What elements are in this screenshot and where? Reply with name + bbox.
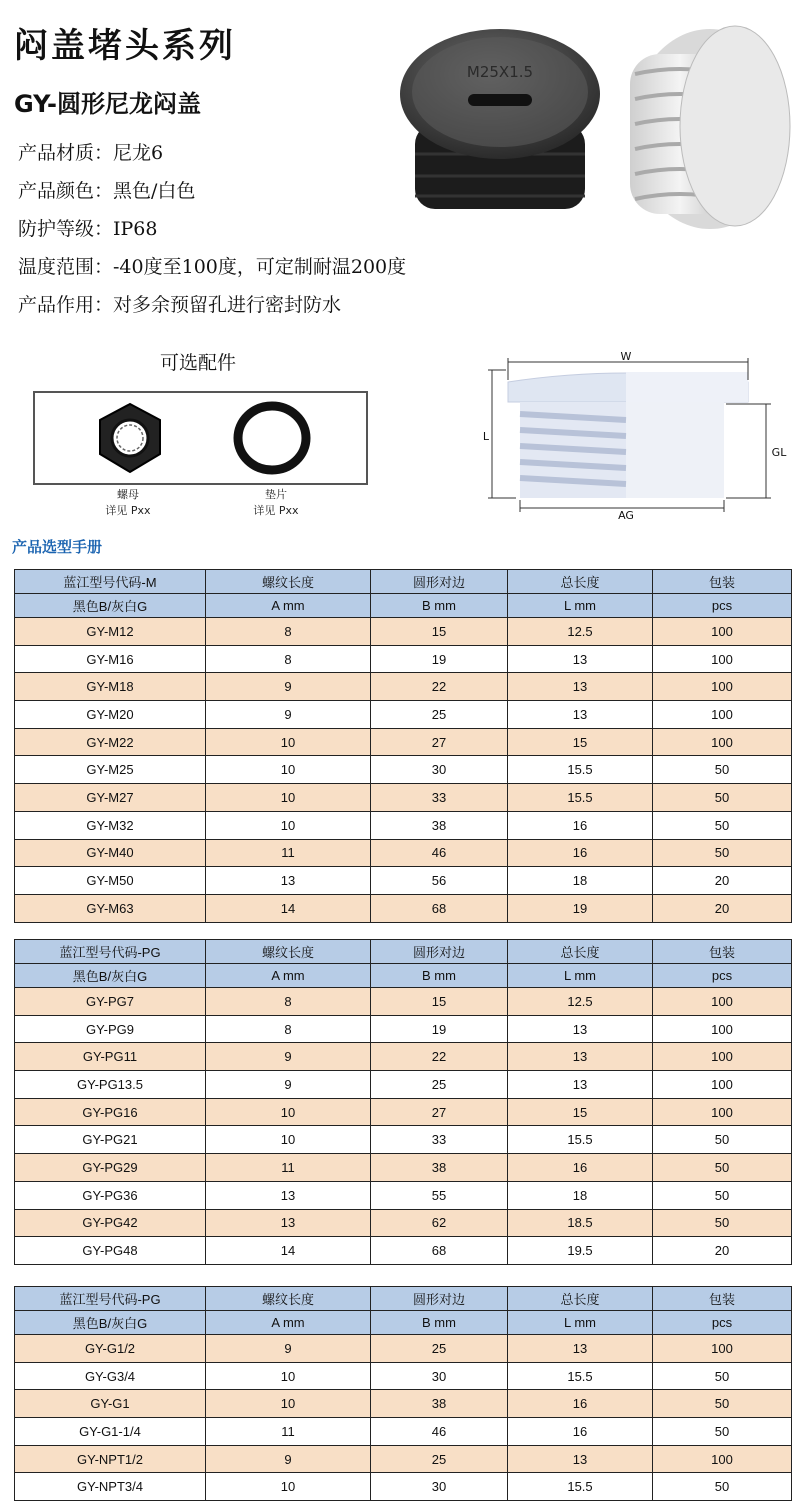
table-row	[15, 1043, 792, 1071]
table-cell: GY-M22	[15, 728, 206, 756]
table-cell: 黑色B/灰白G	[15, 964, 206, 988]
table-row	[15, 1126, 792, 1154]
table-cell: 33	[371, 784, 508, 812]
table-cell: GY-M32	[15, 811, 206, 839]
table-cell: 55	[371, 1181, 508, 1209]
table-cell: 9	[206, 1071, 371, 1099]
table-cell: 27	[371, 728, 508, 756]
table-cell: 8	[206, 618, 371, 646]
table-cell: 黑色B/灰白G	[15, 1311, 206, 1335]
table-cell: 100	[653, 618, 792, 646]
table-cell: A mm	[206, 1311, 371, 1335]
table-row	[15, 1362, 792, 1390]
cap-marking: M25X1.5	[466, 63, 534, 81]
table-cell: 10	[206, 1362, 371, 1390]
table-cell: 100	[653, 1043, 792, 1071]
table-row	[15, 811, 792, 839]
table-cell: 16	[508, 1390, 653, 1418]
table-cell: 50	[653, 1181, 792, 1209]
table-cell: 11	[206, 839, 371, 867]
table-row	[15, 867, 792, 895]
table-cell: 总长度	[508, 940, 653, 964]
table-cell: 100	[653, 673, 792, 701]
table-row	[15, 673, 792, 701]
table-cell: 50	[653, 1209, 792, 1237]
table-cell: 15	[508, 728, 653, 756]
table-cell: 13	[508, 701, 653, 729]
table-cell: 10	[206, 811, 371, 839]
accessories-title: 可选配件	[160, 352, 237, 374]
table-cell: 13	[508, 1335, 653, 1363]
table-cell: 30	[371, 1362, 508, 1390]
table-header-row	[15, 1287, 792, 1311]
selection-table-g-npt	[14, 1286, 792, 1501]
table-cell: GY-PG9	[15, 1015, 206, 1043]
table-cell: GY-M20	[15, 701, 206, 729]
table-cell: 总长度	[508, 1287, 653, 1311]
table-cell: 16	[508, 839, 653, 867]
table-cell: 蓝江型号代码-PG	[15, 1287, 206, 1311]
table-cell: 14	[206, 894, 371, 922]
table-cell: 8	[206, 645, 371, 673]
table-cell: 16	[508, 1418, 653, 1446]
table-cell: GY-PG13.5	[15, 1071, 206, 1099]
black-cap-image	[400, 29, 600, 209]
table-cell: 15.5	[508, 1126, 653, 1154]
table-cell: 30	[371, 1473, 508, 1501]
table-cell: 62	[371, 1209, 508, 1237]
page-title: 闷盖堵头系列	[14, 26, 236, 66]
table-row	[15, 1209, 792, 1237]
table-cell: 100	[653, 701, 792, 729]
table-cell: B mm	[371, 594, 508, 618]
spec-material: 产品材质：尼龙6	[18, 142, 164, 164]
table-cell: GY-M18	[15, 673, 206, 701]
dimension-diagram	[476, 350, 792, 520]
table-cell: GY-PG16	[15, 1098, 206, 1126]
table-cell: 20	[653, 867, 792, 895]
table-cell: 包装	[653, 1287, 792, 1311]
table-cell: 25	[371, 1335, 508, 1363]
table-cell: GY-NPT3/4	[15, 1473, 206, 1501]
table-cell: 27	[371, 1098, 508, 1126]
table-cell: 38	[371, 811, 508, 839]
table-row	[15, 1181, 792, 1209]
table-row	[15, 1390, 792, 1418]
table-cell: 螺纹长度	[206, 570, 371, 594]
table-row	[15, 728, 792, 756]
table-cell: 25	[371, 701, 508, 729]
table-cell: GY-PG42	[15, 1209, 206, 1237]
gasket-ring-icon	[233, 399, 311, 477]
svg-text:W: W	[620, 350, 632, 363]
table-row	[15, 1237, 792, 1265]
table-cell: 13	[508, 673, 653, 701]
table-cell: 13	[508, 1071, 653, 1099]
table-cell: 黑色B/灰白G	[15, 594, 206, 618]
table-cell: pcs	[653, 964, 792, 988]
table-cell: A mm	[206, 964, 371, 988]
table-cell: 46	[371, 1418, 508, 1446]
table-cell: 12.5	[508, 988, 653, 1016]
table-cell: GY-G1	[15, 1390, 206, 1418]
table-cell: 15.5	[508, 784, 653, 812]
table-cell: 蓝江型号代码-M	[15, 570, 206, 594]
table-cell: 圆形对边	[371, 1287, 508, 1311]
table-cell: GY-M25	[15, 756, 206, 784]
table-cell: B mm	[371, 964, 508, 988]
table-cell: GY-M27	[15, 784, 206, 812]
table-cell: 68	[371, 894, 508, 922]
accessory-nut-label: 螺母 详见 Pxx	[105, 488, 151, 517]
table-row	[15, 1473, 792, 1501]
svg-text:AG: AG	[618, 509, 634, 520]
table-cell: 包装	[653, 570, 792, 594]
svg-text:GL: GL	[771, 446, 787, 459]
section-title: 产品选型手册	[12, 538, 103, 556]
spec-color: 产品颜色：黑色/白色	[18, 180, 196, 202]
spec-function: 产品作用：对多余预留孔进行密封防水	[18, 294, 342, 316]
spec-protection: 防护等级：IP68	[18, 218, 158, 240]
table-cell: 15	[508, 1098, 653, 1126]
table-cell: 100	[653, 1335, 792, 1363]
table-row	[15, 784, 792, 812]
table-cell: 10	[206, 728, 371, 756]
table-cell: L mm	[508, 1311, 653, 1335]
white-cap-image	[630, 26, 790, 229]
table-cell: 50	[653, 1418, 792, 1446]
table-cell: GY-M16	[15, 645, 206, 673]
table-row	[15, 618, 792, 646]
table-row	[15, 839, 792, 867]
table-cell: 20	[653, 894, 792, 922]
table-cell: 50	[653, 1126, 792, 1154]
table-cell: 18.5	[508, 1209, 653, 1237]
table-header-row	[15, 570, 792, 594]
table-cell: 18	[508, 867, 653, 895]
table-cell: L mm	[508, 964, 653, 988]
table-cell: 14	[206, 1237, 371, 1265]
table-header-row	[15, 964, 792, 988]
table-cell: 8	[206, 1015, 371, 1043]
table-cell: 10	[206, 1126, 371, 1154]
product-subtitle: GY-圆形尼龙闷盖	[14, 90, 201, 118]
table-cell: 16	[508, 811, 653, 839]
table-header-row	[15, 594, 792, 618]
table-cell: 30	[371, 756, 508, 784]
table-row	[15, 1335, 792, 1363]
table-cell: 9	[206, 701, 371, 729]
table-cell: 50	[653, 1473, 792, 1501]
table-cell: 11	[206, 1418, 371, 1446]
table-cell: 10	[206, 784, 371, 812]
table-cell: GY-G3/4	[15, 1362, 206, 1390]
accessory-gasket-label: 垫片 详见 Pxx	[253, 488, 299, 517]
table-cell: 100	[653, 645, 792, 673]
table-row	[15, 1015, 792, 1043]
accessories-box	[33, 391, 368, 485]
table-cell: 9	[206, 673, 371, 701]
table-cell: 50	[653, 839, 792, 867]
table-cell: 38	[371, 1154, 508, 1182]
table-row	[15, 1418, 792, 1446]
table-cell: 10	[206, 1098, 371, 1126]
table-cell: 9	[206, 1043, 371, 1071]
table-cell: GY-PG7	[15, 988, 206, 1016]
table-cell: 螺纹长度	[206, 1287, 371, 1311]
table-cell: 100	[653, 1071, 792, 1099]
table-cell: 8	[206, 988, 371, 1016]
table-cell: 10	[206, 1390, 371, 1418]
table-cell: 20	[653, 1237, 792, 1265]
table-cell: GY-M63	[15, 894, 206, 922]
table-cell: GY-G1-1/4	[15, 1418, 206, 1446]
table-cell: GY-PG21	[15, 1126, 206, 1154]
table-cell: 19.5	[508, 1237, 653, 1265]
svg-text:L: L	[482, 430, 490, 443]
table-cell: 总长度	[508, 570, 653, 594]
table-row	[15, 894, 792, 922]
table-cell: 50	[653, 811, 792, 839]
table-cell: 10	[206, 756, 371, 784]
table-cell: 100	[653, 728, 792, 756]
table-cell: L mm	[508, 594, 653, 618]
table-cell: 11	[206, 1154, 371, 1182]
table-cell: 9	[206, 1335, 371, 1363]
table-cell: 圆形对边	[371, 570, 508, 594]
table-cell: 100	[653, 1015, 792, 1043]
table-cell: 螺纹长度	[206, 940, 371, 964]
table-cell: GY-PG48	[15, 1237, 206, 1265]
table-cell: 15.5	[508, 756, 653, 784]
table-cell: 25	[371, 1445, 508, 1473]
table-cell: GY-G1/2	[15, 1335, 206, 1363]
table-cell: 13	[508, 645, 653, 673]
table-cell: 12.5	[508, 618, 653, 646]
table-cell: 13	[508, 1015, 653, 1043]
table-cell: 15.5	[508, 1473, 653, 1501]
table-row	[15, 1445, 792, 1473]
table-row	[15, 1098, 792, 1126]
table-cell: 38	[371, 1390, 508, 1418]
table-cell: 50	[653, 756, 792, 784]
table-cell: 9	[206, 1445, 371, 1473]
table-cell: 22	[371, 673, 508, 701]
table-cell: 18	[508, 1181, 653, 1209]
table-cell: 46	[371, 839, 508, 867]
table-cell: GY-M50	[15, 867, 206, 895]
table-cell: 100	[653, 988, 792, 1016]
table-header-row	[15, 940, 792, 964]
table-cell: 13	[206, 1181, 371, 1209]
table-cell: 50	[653, 784, 792, 812]
table-cell: 19	[371, 645, 508, 673]
table-row	[15, 756, 792, 784]
table-cell: 19	[508, 894, 653, 922]
table-cell: 包装	[653, 940, 792, 964]
table-row	[15, 1154, 792, 1182]
table-cell: 10	[206, 1473, 371, 1501]
table-cell: 19	[371, 1015, 508, 1043]
table-cell: 100	[653, 1445, 792, 1473]
selection-table-m	[14, 569, 792, 923]
table-cell: 56	[371, 867, 508, 895]
table-cell: GY-M12	[15, 618, 206, 646]
product-photo	[390, 14, 800, 234]
table-cell: 50	[653, 1390, 792, 1418]
table-cell: 蓝江型号代码-PG	[15, 940, 206, 964]
table-cell: 16	[508, 1154, 653, 1182]
selection-table-pg	[14, 939, 792, 1265]
table-cell: pcs	[653, 594, 792, 618]
table-cell: 68	[371, 1237, 508, 1265]
table-cell: 25	[371, 1071, 508, 1099]
table-cell: GY-PG11	[15, 1043, 206, 1071]
hex-nut-icon	[90, 398, 170, 478]
table-cell: GY-PG29	[15, 1154, 206, 1182]
table-cell: 13	[508, 1043, 653, 1071]
table-cell: GY-PG36	[15, 1181, 206, 1209]
table-cell: 圆形对边	[371, 940, 508, 964]
table-cell: A mm	[206, 594, 371, 618]
table-cell: 13	[508, 1445, 653, 1473]
table-cell: 15	[371, 618, 508, 646]
table-row	[15, 988, 792, 1016]
table-cell: 100	[653, 1098, 792, 1126]
table-row	[15, 1071, 792, 1099]
table-cell: 15	[371, 988, 508, 1016]
table-cell: 22	[371, 1043, 508, 1071]
table-cell: 33	[371, 1126, 508, 1154]
spec-temperature: 温度范围：-40度至100度，可定制耐温200度	[18, 256, 407, 278]
table-cell: 50	[653, 1362, 792, 1390]
table-cell: GY-M40	[15, 839, 206, 867]
table-row	[15, 645, 792, 673]
table-cell: 13	[206, 867, 371, 895]
table-cell: GY-NPT1/2	[15, 1445, 206, 1473]
table-header-row	[15, 1311, 792, 1335]
table-row	[15, 701, 792, 729]
table-cell: B mm	[371, 1311, 508, 1335]
table-cell: 15.5	[508, 1362, 653, 1390]
table-cell: 13	[206, 1209, 371, 1237]
table-cell: 50	[653, 1154, 792, 1182]
table-cell: pcs	[653, 1311, 792, 1335]
